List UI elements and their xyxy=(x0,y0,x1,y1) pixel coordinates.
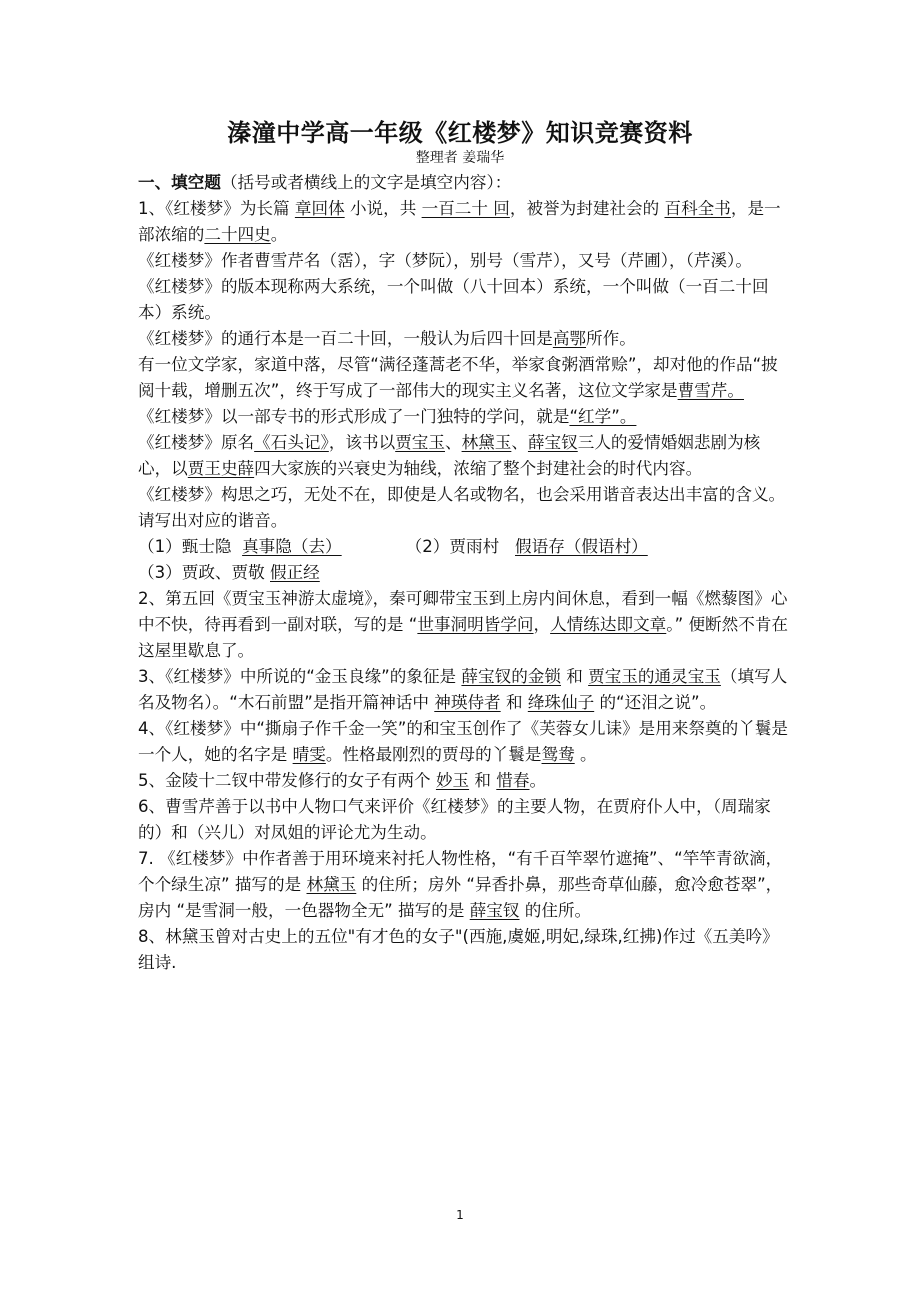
page-number: 1 xyxy=(456,1208,464,1222)
document-title: 溱潼中学高一年级《红楼梦》知识竞赛资料 xyxy=(227,119,693,147)
p9-answer-2: 假语存（假语村） xyxy=(515,537,648,556)
question-8: 8、林黛玉曾对古史上的五位"有才色的女子"(西施,虞姬,明妃,绿珠,红拂)作过《五美吟》 组诗. xyxy=(138,927,779,972)
question-7 xyxy=(138,846,788,924)
p10-text: （3）贾政、贾敬 xyxy=(138,563,265,582)
question-3 xyxy=(138,664,788,716)
q7-answer-2: 薛宝钗 xyxy=(469,901,520,920)
section-heading: 一、填空题 xyxy=(138,173,221,192)
homophone-row-2 xyxy=(138,560,788,586)
p7-text: ，该书以 xyxy=(328,433,396,452)
q5-text: 。 xyxy=(529,771,547,790)
q1-text: 1、《红楼梦》为长篇 xyxy=(138,199,290,218)
compiler-line: 整理者 姜瑞华 xyxy=(415,150,505,166)
section-note: （括号或者横线上的文字是填空内容）： xyxy=(220,173,512,192)
section-heading-line xyxy=(138,170,788,196)
question-1 xyxy=(138,196,788,248)
p4-text: 所作。 xyxy=(586,329,636,348)
paragraph-later-chapters xyxy=(138,326,788,352)
p7-text: 三人的爱情婚姻悲剧为核心，以 xyxy=(138,433,761,478)
q3-answer-4: 绛珠仙子 xyxy=(527,693,595,712)
p5-text: 有一位文学家，家道中落，尽管“满径蓬蒿老不华，举家食粥酒常赊”，却对他的作品“披阅十载，增删五次”，终于写成了一部伟大的现实主义名著，这位文学家是 xyxy=(138,355,778,400)
q4-text: 4、《红楼梦》中“撕扇子作千金一笑”的和宝玉创作了《芙蓉女儿诔》是用来祭奠的丫鬟是一个人，她的名字是 xyxy=(138,719,789,764)
q1-answer-2: 一百二十 回 xyxy=(421,199,510,218)
q2-answer-1: 世事洞明皆学问 xyxy=(417,615,534,634)
question-5 xyxy=(138,768,788,794)
q3-answer-3: 神瑛侍者 xyxy=(434,693,501,712)
q4-answer-1: 晴雯 xyxy=(292,745,326,764)
q1-text: 小说，共 xyxy=(349,199,417,218)
p9-answer-1: 真事隐（去） xyxy=(242,537,342,556)
homophone-row-1 xyxy=(138,534,788,560)
q4-text: 。 xyxy=(580,745,597,764)
q2-text: ， xyxy=(533,615,551,634)
p7-answer-3: 林黛玉 xyxy=(461,433,512,452)
q3-text: 和 xyxy=(566,667,583,686)
q4-text: 。性格最刚烈的贾母的丫鬟是 xyxy=(325,745,542,764)
p7-answer-4: 薛宝钗 xyxy=(527,433,578,452)
q1-answer-1: 章回体 xyxy=(294,199,345,218)
p7-answer-1: 《石头记》 xyxy=(254,433,329,452)
p6-text: 《红楼梦》以一部专书的形式形成了一门独特的学问，就是 xyxy=(138,407,570,426)
q1-text: ，是一部浓缩的 xyxy=(138,199,781,244)
q7-text: 的住所；房外 “异香扑鼻，那些奇草仙藤，愈冷愈苍翠”，房内 “是雪洞一般，一色器物全无” 描写的是 xyxy=(138,875,783,920)
q2-answer-2: 人情练达即文章 xyxy=(550,615,667,634)
q1-answer-4: 二十四史 xyxy=(204,225,271,244)
q5-answer-1: 妙玉 xyxy=(435,771,470,790)
q7-answer-1: 林黛玉 xyxy=(306,875,357,894)
q3-text: 和 xyxy=(505,693,523,712)
p10-answer: 假正经 xyxy=(270,563,320,582)
q3-text: 3、《红楼梦》中所说的“金玉良缘”的象征是 xyxy=(138,667,457,686)
q2-text: 2、第五回《贾宝玉神游太虚境》，秦可卿带宝玉到上房内间休息，看到一幅《燃藜图》心中不快，待再看到一副对联，写的是 “ xyxy=(138,589,788,634)
question-2 xyxy=(138,586,788,664)
paragraph-redology xyxy=(138,404,788,430)
p7-answer-5: 贾王史薛 xyxy=(187,459,255,478)
p6-answer: “红学”。 xyxy=(569,407,637,426)
q3-answer-1: 薛宝钗的金锁 xyxy=(461,667,561,686)
q2-text: 。” 便断然不肯在这屋里歇息了。 xyxy=(138,615,789,660)
q1-text: ，被誉为封建社会的 xyxy=(509,199,660,218)
q3-text: （填写人名及物名）。“木石前盟”是指开篇神话中 xyxy=(138,667,788,712)
paragraph-author: 《红楼梦》作者曹雪芹名（霑），字（梦阮），别号（雪芹），又号（芹圃），（芹溪）。 xyxy=(138,251,752,270)
p7-answer-2: 贾宝玉 xyxy=(395,433,445,452)
document-body xyxy=(138,170,788,976)
question-4 xyxy=(138,716,788,768)
q4-answer-2: 鸳鸯 xyxy=(541,745,575,764)
p7-text: 、 xyxy=(444,433,462,452)
q3-text: 的“还泪之说”。 xyxy=(599,693,717,712)
p9-text: （2）贾雨村 xyxy=(405,537,500,556)
p4-answer: 高鄂 xyxy=(552,329,587,348)
paragraph-writer xyxy=(138,352,788,404)
paragraph-versions: 《红楼梦》的版本现称两大系统，一个叫做（八十回本）系统，一个叫做（一百二十回本）系统。 xyxy=(138,277,769,322)
q3-answer-2: 贾宝玉的通灵宝玉 xyxy=(588,667,721,686)
p9-text: （1）甄士隐 xyxy=(138,537,232,556)
question-6: 6、曹雪芹善于以书中人物口气来评价《红楼梦》的主要人物，在贾府仆人中，（周瑞家的）和（兴儿）对凤姐的评论尤为生动。 xyxy=(138,797,771,842)
q1-text: 。 xyxy=(270,225,288,244)
p5-answer: 曹雪芹。 xyxy=(677,381,744,400)
paragraph-homophones: 《红楼梦》构思之巧，无处不在，即使是人名或物名，也会采用谐音表达出丰富的含义。请写出对应的谐音。 xyxy=(138,485,786,530)
q1-answer-3: 百科全书 xyxy=(664,199,731,218)
p4-text: 《红楼梦》的通行本是一百二十回，一般认为后四十回是 xyxy=(138,329,553,348)
q7-text: 7. 《红楼梦》中作者善于用环境来衬托人物性格，“有千百竿翠竹遮掩”、“竿竿青欲滴，个个绿生凉” 描写的是 xyxy=(138,849,783,894)
p7-text: 四大家族的兴衰史为轴线，浓缩了整个封建社会的时代内容。 xyxy=(254,459,703,478)
p7-text: 、 xyxy=(511,433,528,452)
q5-text: 和 xyxy=(474,771,491,790)
q5-answer-2: 惜春 xyxy=(496,771,530,790)
p7-text: 《红楼梦》原名 xyxy=(138,433,255,452)
q7-text: 的住所。 xyxy=(524,901,592,920)
paragraph-original-title xyxy=(138,430,788,482)
q5-text: 5、金陵十二钗中带发修行的女子有两个 xyxy=(138,771,431,790)
